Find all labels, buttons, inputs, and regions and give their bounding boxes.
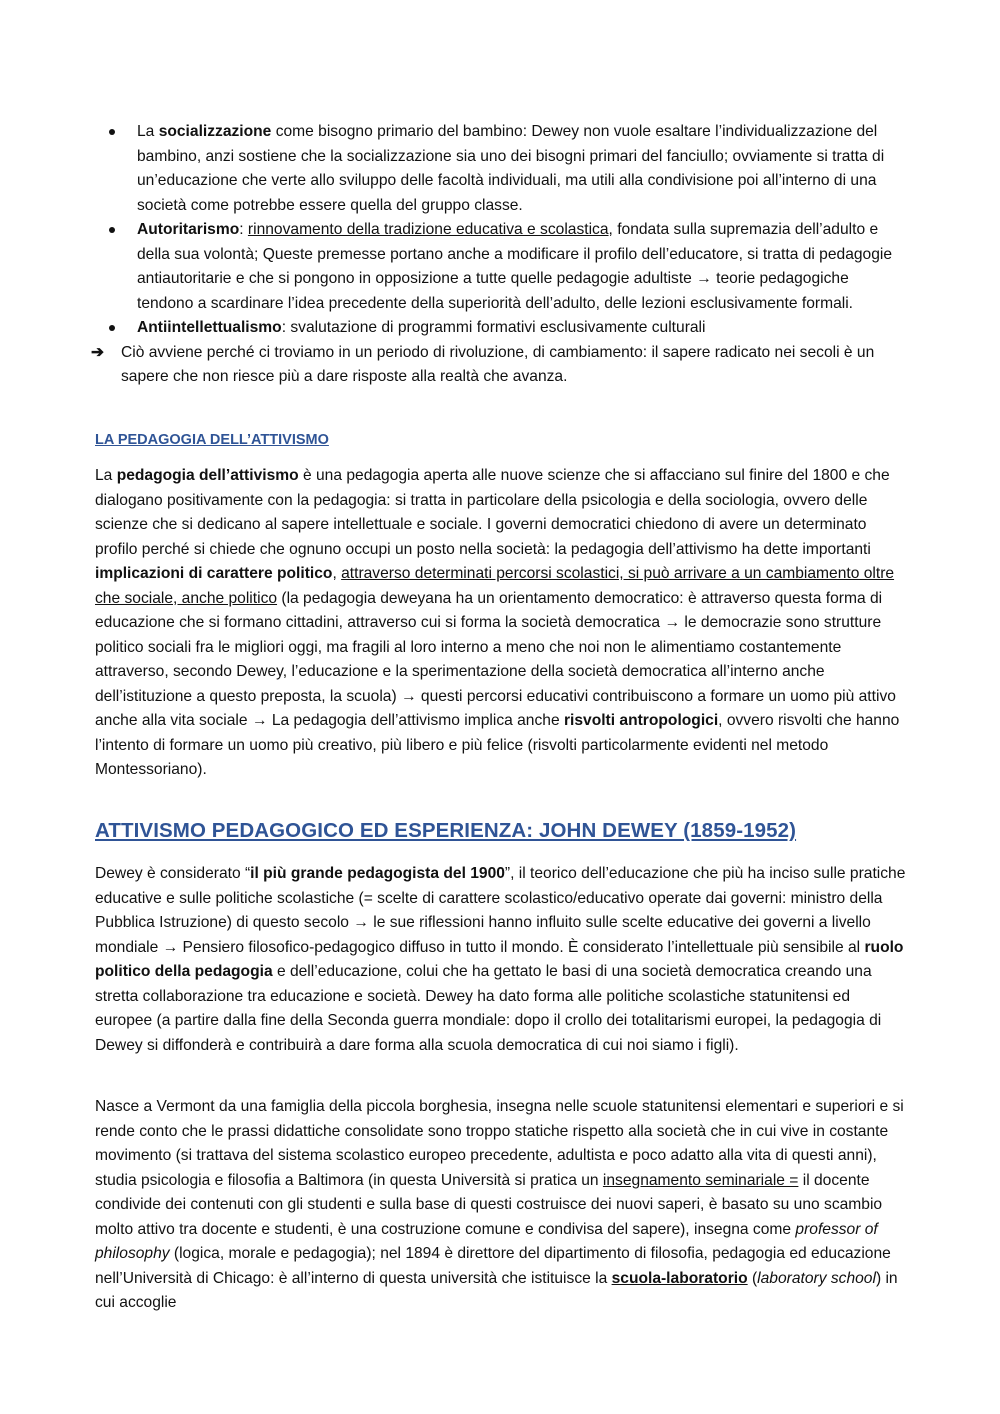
heading-dewey: ATTIVISMO PEDAGOGICO ED ESPERIENZA: JOHN DEWEY (1859-1952) [95, 819, 797, 842]
term-socializzazione: socializzazione [158, 123, 272, 140]
bullet-socializzazione: La socializzazione come bisogno primario del bambino: Dewey non vuole esaltare l’individualizzazione del bambino, anzi sostiene che la socializzazione sia uno dei bisogni primari del fanciullo; ovviamente si tratta di un’educazione che verte allo sviluppo delle facoltà individuali, ma utili alla condivisione poi all’interno di una società come potrebbe essere quella del gruppo classe. [95, 120, 907, 218]
underlined-phrase: rinnovamento della tradizione educativa e scolastica [247, 221, 609, 238]
heading-pedagogia-attivismo: LA PEDAGOGIA DELL’ATTIVISMO [95, 432, 329, 448]
bullet-autoritarismo: Autoritarismo: rinnovamento della tradizione educativa e scolastica, fondata sulla supremazia dell’adulto e della sua volontà; Queste premesse portano anche a modificare il profilo dell’educatore, si tratta di pedagogie antiautoritarie e che si pongono in opposizione a tutte quelle pedagogie adultiste → teorie pedagogiche tendono a scardinare l’idea precedente della superiorità dell’adulto, delle lezioni esclusivamente formali. [95, 218, 907, 316]
bullet-section [91, 120, 907, 390]
term-antiintellettualismo: Antiintellettualismo [137, 319, 282, 336]
bullet-antiintellettualismo: Antiintellettualismo: svalutazione di programmi formativi esclusivamente culturali [95, 316, 907, 341]
arrow-item-text: Ciò avviene perché ci troviamo in un periodo di rivoluzione, di cambiamento: il sapere radicato nei secoli è un sapere che non riesce più a dare risposte alla realtà che avanza. [121, 343, 875, 385]
term-autoritarismo: Autoritarismo [137, 221, 240, 238]
paragraph-dewey: Dewey è considerato “il più grande pedagogista del 1900”, il teorico dell’educazione che più ha inciso sulle pratiche educative e sulle politiche scolastiche (= scelte di carattere scolastico/educativo operate dai governi: ministro della Pubblica Istruzione) di questo secolo → le sue riflessioni hanno influito sulle scelte educative dei governi a livello mondiale → Pensiero filosofico-pedagogico diffuso in tutto il mondo. È considerato l’intellettuale più sensibile al ruolo politico della pedagogia e dell’educazione, colui che ha gettato le basi di una società democratica creando una stretta collaborazione tra educazione e società. Dewey ha dato forma alle politiche scolastiche statunitensi ed europee (a partire dalla fine della Seconda guerra mondiale: dopo il crollo dei totalitarismi europei, la pedagogia di Dewey si diffonderà e contribuirà a dare forma alla scuola democratica di cui noi siamo i figli). [95, 865, 906, 1054]
paragraph-vermont: Nasce a Vermont da una famiglia della piccola borghesia, insegna nelle scuole statunitensi elementari e superiori e si rende conto che le prassi didattiche consolidate sono troppo statiche rispetto alla società che in cui vive in costante movimento (si trattava del sistema scolastico europeo precedente, adultista e poco adatto alla vita di questi anni), studia psicologia e filosofia a Baltimora (in questa Università si pratica un insegnamento seminariale = il docente condivide dei contenuti con gli studenti e sulla base di questi costruisce dei nuovi saperi, è basato su uno scambio molto attivo tra docente e studenti, è una costruzione comune e condivisa del sapere), insegna come professor of philosophy (logica, morale e pedagogia); nel 1894 è direttore del dipartimento di filosofia, pedagogia ed educazione nell’Università di Chicago: è all’interno di questa università che istituisce la scuola-laboratorio (laboratory school) in cui accoglie [95, 1098, 904, 1311]
arrow-item [91, 341, 907, 390]
arrow-icon: ➔ [91, 343, 105, 361]
paragraph-attivismo: La pedagogia dell’attivismo è una pedagogia aperta alle nuove scienze che si affacciano sul finire del 1800 e che dialogano positivamente con la pedagogia: si tratta in particolare della psicologia e della sociologia, ovvero delle scienze che si dedicano al sapere intellettuale e sociale. I governi democratici chiedono di avere un determinato profilo perché si chiede che ognuno occupi un posto nella società: la pedagogia dell’attivismo ha dette importanti implicazioni di carattere politico, attraverso determinati percorsi scolastici, si può arrivare a un cambiamento oltre che sociale, anche politico (la pedagogia deweyana ha un orientamento democratico: è attraverso questa forma di educazione che si formano cittadini, attraverso cui si forma la società democratica → le democrazie sono strutture politico sociali fra le migliori oggi, ma fragili al loro interno a meno che noi non le alimentiamo costantemente attraverso, secondo Dewey, l’educazione e la sperimentazione della società democratica all’interno anche dell’istituzione a questo preposta, la scuola) → questi percorsi educativi contribuiscono a formare un uomo più attivo anche alla vita sociale → La pedagogia dell’attivismo implica anche risvolti antropologici, ovvero risvolti che hanno l’intento di formare un uomo più creativo, più libero e più felice (risvolti particolarmente evidenti nel metodo Montessoriano). [95, 467, 900, 778]
bullet-list [95, 120, 907, 341]
